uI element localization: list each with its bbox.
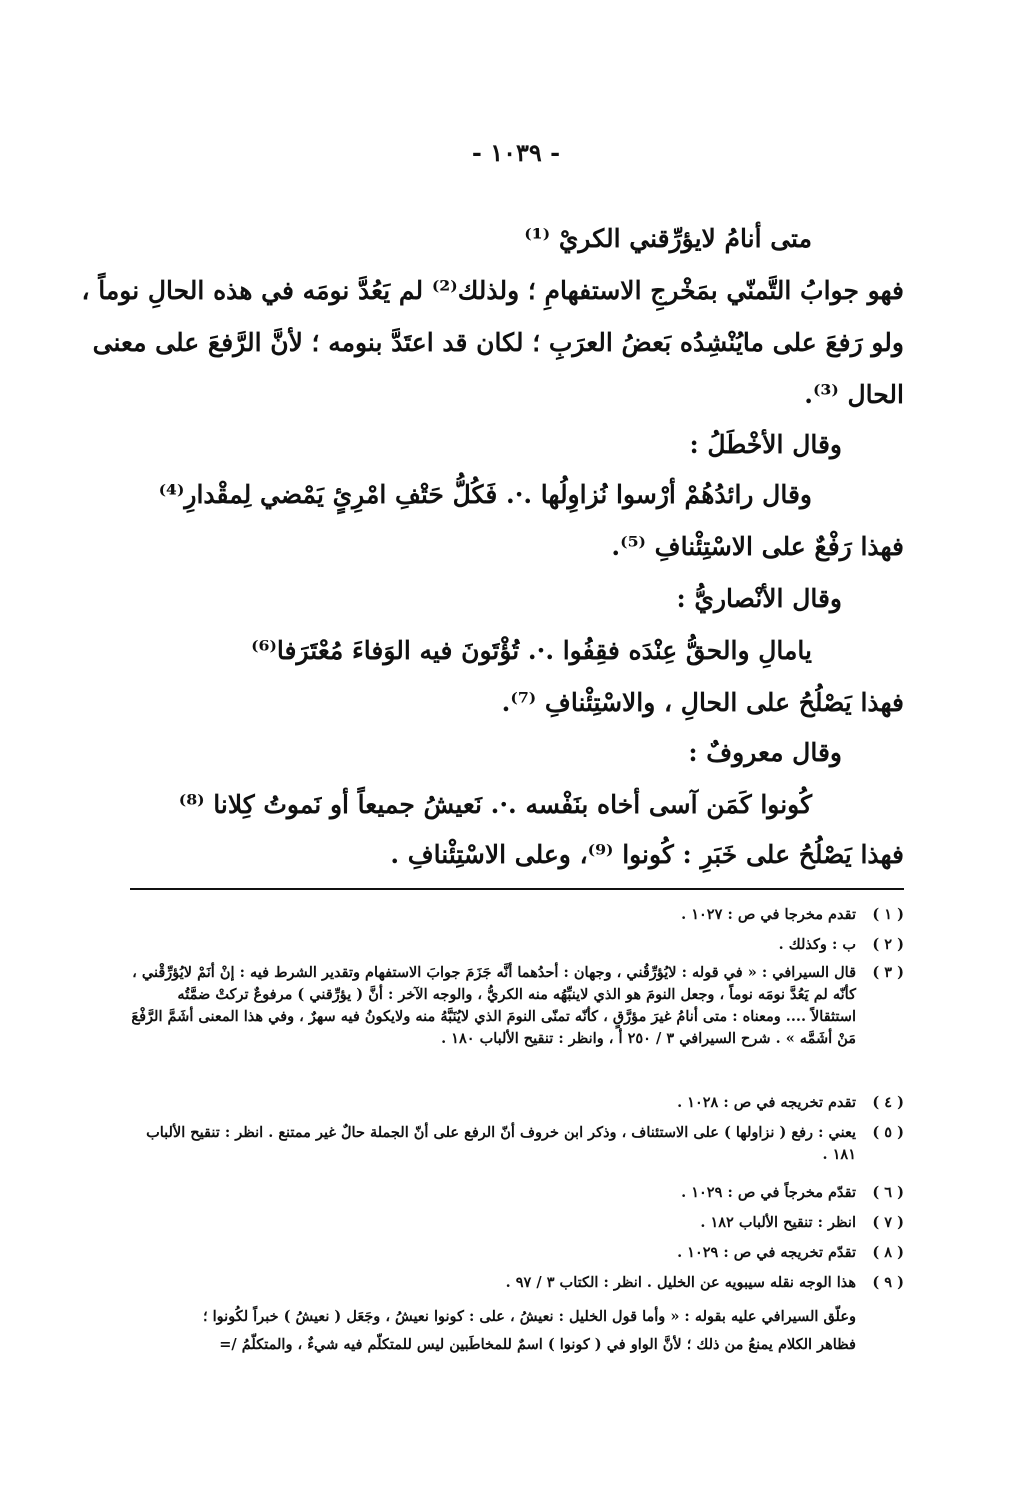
- footnote-number: ( ١ ): [872, 906, 904, 923]
- footnote-number: ( ٤ ): [872, 1094, 904, 1111]
- footnote-text: قال السيرافي : « في قوله : لايُؤرِّقُني ، وجهان : أحدُهما أنَّه جَزَمَ جوابَ الاستفهام وتقدير الشرط فيه : إنْ أنَمْ لايُؤرِّقْني ، كأنّه لم يَعُدَّ نومَه نوماً ، وجعل النومَ هو الذي لاينبِّهُه منه الكريُّ ، والوجه الآخر : أنَّ ( يؤرِّقني ) مرفوعٌ تركتْ ضمَّتُه استثقالاً .... ومعناه : متى أنامُ غيرَ مؤرَّقٍ ، كأنّه تمنّى النومَ الذي لايُنَبَّهُ منه ولايكونُ فيه سهرٌ ، وفي هذا المعنى أشَمَّ الرَّفْعَ مَنْ أشَمَّه » . شرح السيرافي ٣ / ٢٥٠ أ ، وانظر : تنقيح الألباب ١٨٠ .: [131, 964, 856, 1047]
- footnote-number: ( ٦ ): [872, 1184, 904, 1201]
- footnote-text: تقدم مخرجا في ص : ١٠٢٧ .: [681, 906, 856, 923]
- text-line-5: فهذا يَصْلُحُ على الحالِ ، والاسْتِئْنافِ ⁽⁷⁾.: [501, 688, 904, 717]
- verse-line-4: كُونوا كَمَن آسى أخاه بنَفْسه .·. نَعيشُ جميعاً أو نَموتُ كِلانا ⁽⁸⁾: [178, 790, 812, 819]
- verse-line-2: وقال رائدُهُمْ أرْسوا نُزاوِلُها .·. فَكُلُّ حَتْفِ امْرِئٍ يَمْضي لِمقْدارِ⁽⁴⁾: [158, 480, 812, 509]
- footnote-number: ( ٢ ): [872, 936, 904, 953]
- page-number: - ١٠٣٩ -: [471, 138, 561, 167]
- text-line-4: فهذا رَفْعٌ على الاسْتِئْنافِ ⁽⁵⁾.: [611, 532, 904, 561]
- verse-line-1: متى أنامُ لايؤرِّقني الكريْ ⁽¹⁾: [524, 224, 812, 253]
- footnote-number: ( ٩ ): [872, 1274, 904, 1291]
- text-line-3: الحال ⁽³⁾.: [804, 380, 904, 409]
- footnote-number: ( ٧ ): [872, 1214, 904, 1231]
- poet-heading-ansari: وقال الأنْصاريُّ :: [676, 584, 842, 613]
- footnote-text: تقدم تخريجه في ص : ١٠٢٨ .: [677, 1094, 856, 1111]
- text-line-1: فهو جوابُ التَّمنّي بمَخْرجِ الاستفهامِ ؛ ولذلك⁽²⁾ لم يَعُدَّ نومَه في هذه الحالِ نوماً ،: [81, 276, 904, 305]
- footnote-9-continuation-2: فظاهر الكلام يمنعُ من ذلك ؛ لأنَّ الواو في ( كونوا ) اسمٌ للمخاطَبين ليس للمتكلّم فيه شيءٌ ، والمتكلّمُ /=: [219, 1336, 856, 1353]
- footnote-text: تقدّم مخرجاً في ص : ١٠٢٩ .: [681, 1184, 856, 1201]
- text-line-6: فهذا يَصْلُحُ على خَبَرِ : كُونوا ⁽⁹⁾، وعلى الاسْتِئْنافِ .: [390, 840, 904, 869]
- text-line-2: ولو رَفعَ على مايُنْشِدُه بَعضُ العرَبِ ؛ لكان قد اعتَدَّ بنومه ؛ لأنَّ الرَّفعَ على معنى: [92, 328, 904, 357]
- footnote-text: تقدّم تخريجه في ص : ١٠٢٩ .: [677, 1244, 856, 1261]
- footnote-number: ( ٣ ): [872, 964, 904, 981]
- footnote-9-continuation-1: وعلّق السيرافي عليه بقوله : « وأما قول الخليل : نعيشُ ، على : كونوا نعيشُ ، وجَعَل ( نعيشُ ) خبراً لكُونوا ؛: [202, 1308, 856, 1325]
- footnote-divider: [130, 888, 904, 890]
- poet-heading-akhtal: وقال الأخْطَلُ :: [689, 430, 842, 459]
- poet-heading-maruf: وقال معروفٌ :: [688, 738, 842, 767]
- footnote-number: ( ٨ ): [872, 1244, 904, 1261]
- verse-line-3: يامالِ والحقُّ عِنْدَه فقِفُوا .·. تُؤْتَونَ فيه الوَفاءَ مُعْتَرَفا⁽⁶⁾: [251, 636, 812, 665]
- footnote-text: هذا الوجه نقله سيبويه عن الخليل . انظر : الكتاب ٣ / ٩٧ .: [505, 1274, 856, 1291]
- footnote-text: يعني : رفع ( نزاولها ) على الاستئناف ، وذكر ابن خروف أنّ الرفع على أنّ الجملة حالٌ غير ممتنع . انظر : تنقيح الألباب ١٨١ .: [146, 1124, 856, 1163]
- footnote-text: ب : وكذلك .: [778, 936, 856, 953]
- footnote-text: انظر : تنقيح الألباب ١٨٢ .: [700, 1214, 856, 1231]
- footnote-number: ( ٥ ): [872, 1124, 904, 1141]
